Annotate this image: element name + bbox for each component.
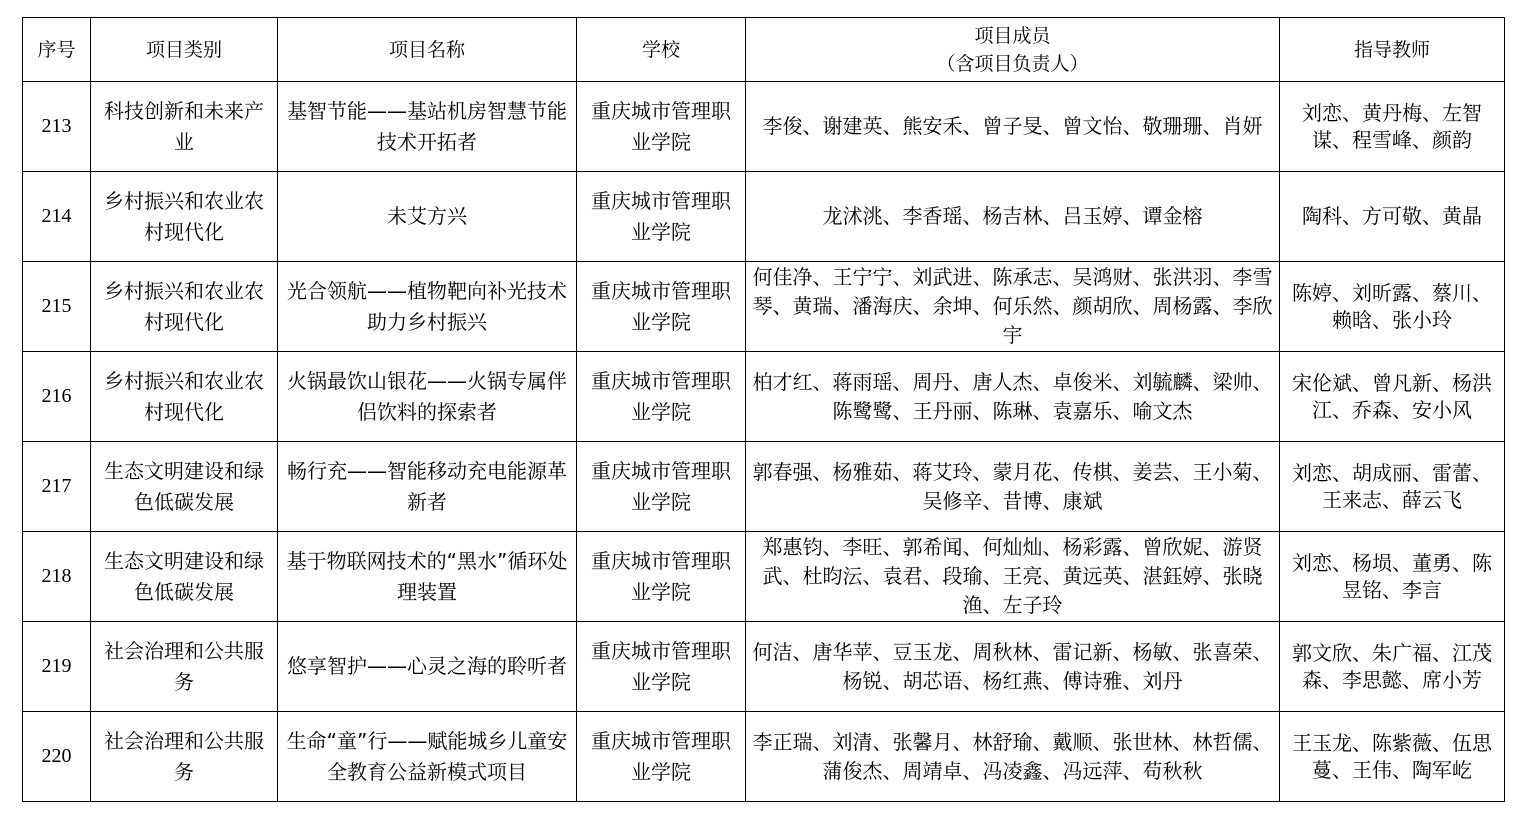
cell-category: 乡村振兴和农业农村现代化	[91, 352, 278, 442]
table-row	[23, 622, 1505, 712]
cell-project-name: 基智节能——基站机房智慧节能技术开拓者	[278, 82, 577, 172]
cell-advisors: 刘恋、胡成丽、雷蕾、王来志、薛云飞	[1280, 442, 1505, 532]
cell-project-name: 光合领航——植物靶向补光技术助力乡村振兴	[278, 262, 577, 352]
table-row	[23, 172, 1505, 262]
table-row	[23, 442, 1505, 532]
cell-school: 重庆城市管理职业学院	[577, 352, 746, 442]
cell-index: 217	[23, 442, 91, 532]
cell-category: 生态文明建设和绿色低碳发展	[91, 442, 278, 532]
cell-advisors: 宋伦斌、曾凡新、杨洪江、乔森、安小风	[1280, 352, 1505, 442]
cell-project-name: 生命“童”行——赋能城乡儿童安全教育公益新模式项目	[278, 712, 577, 802]
cell-project-name: 未艾方兴	[278, 172, 577, 262]
cell-index: 218	[23, 532, 91, 622]
header-index: 序号	[23, 18, 91, 82]
header-category: 项目类别	[91, 18, 278, 82]
cell-school: 重庆城市管理职业学院	[577, 442, 746, 532]
cell-category: 生态文明建设和绿色低碳发展	[91, 532, 278, 622]
table-row	[23, 82, 1505, 172]
cell-members: 李俊、谢建英、熊安禾、曾子旻、曾文怡、敬珊珊、肖妍	[746, 82, 1280, 172]
cell-category: 科技创新和未来产业	[91, 82, 278, 172]
cell-category: 乡村振兴和农业农村现代化	[91, 262, 278, 352]
project-roster-table	[22, 17, 1505, 802]
cell-project-name: 畅行充——智能移动充电能源革新者	[278, 442, 577, 532]
cell-index: 216	[23, 352, 91, 442]
cell-advisors: 陈婷、刘昕露、蔡川、赖晗、张小玲	[1280, 262, 1505, 352]
cell-index: 213	[23, 82, 91, 172]
cell-index: 220	[23, 712, 91, 802]
cell-advisors: 王玉龙、陈紫薇、伍思蔓、王伟、陶军屹	[1280, 712, 1505, 802]
cell-members: 何洁、唐华苹、豆玉龙、周秋林、雷记新、杨敏、张喜荣、杨锐、胡芯语、杨红燕、傅诗雅、刘丹	[746, 622, 1280, 712]
cell-school: 重庆城市管理职业学院	[577, 172, 746, 262]
cell-project-name: 火锅最饮山银花——火锅专属伴侣饮料的探索者	[278, 352, 577, 442]
header-members-line2: （含项目负责人）	[936, 52, 1089, 75]
cell-category: 乡村振兴和农业农村现代化	[91, 172, 278, 262]
cell-project-name: 悠享智护——心灵之海的聆听者	[278, 622, 577, 712]
cell-members: 郭春强、杨雅茹、蒋艾玲、蒙月花、传棋、姜芸、王小菊、吴修辛、昔博、康斌	[746, 442, 1280, 532]
cell-index: 214	[23, 172, 91, 262]
cell-advisors: 陶科、方可敬、黄晶	[1280, 172, 1505, 262]
header-school: 学校	[577, 18, 746, 82]
cell-members: 李正瑞、刘清、张馨月、林舒瑜、戴顺、张世林、林哲儒、蒲俊杰、周靖卓、冯凌鑫、冯远萍、苟秋秋	[746, 712, 1280, 802]
cell-advisors: 刘恋、黄丹梅、左智谋、程雪峰、颜韵	[1280, 82, 1505, 172]
header-name: 项目名称	[278, 18, 577, 82]
cell-members: 郑惠钧、李旺、郭希闻、何灿灿、杨彩露、曾欣妮、游贤武、杜昀沄、袁君、段瑜、王亮、黄远英、湛鈺婷、张晓渔、左子玲	[746, 532, 1280, 622]
table-row	[23, 352, 1505, 442]
cell-project-name: 基于物联网技术的“黑水”循环处理装置	[278, 532, 577, 622]
table-row	[23, 532, 1505, 622]
cell-advisors: 郭文欣、朱广福、江茂森、李思懿、席小芳	[1280, 622, 1505, 712]
header-members-line1: 项目成员	[974, 24, 1051, 47]
cell-school: 重庆城市管理职业学院	[577, 622, 746, 712]
cell-school: 重庆城市管理职业学院	[577, 262, 746, 352]
cell-school: 重庆城市管理职业学院	[577, 82, 746, 172]
cell-members: 何佳净、王宁宁、刘武进、陈承志、吴鸿财、张洪羽、李雪琴、黄瑞、潘海庆、余坤、何乐然、颜胡欣、周杨露、李欣宇	[746, 262, 1280, 352]
header-members	[746, 18, 1280, 82]
header-row	[23, 18, 1505, 82]
cell-index: 215	[23, 262, 91, 352]
table-row	[23, 712, 1505, 802]
header-advisors: 指导教师	[1280, 18, 1505, 82]
cell-school: 重庆城市管理职业学院	[577, 712, 746, 802]
cell-members: 龙沭洮、李香瑶、杨吉林、吕玉婷、谭金榕	[746, 172, 1280, 262]
table-row	[23, 262, 1505, 352]
cell-category: 社会治理和公共服务	[91, 622, 278, 712]
cell-category: 社会治理和公共服务	[91, 712, 278, 802]
cell-index: 219	[23, 622, 91, 712]
cell-advisors: 刘恋、杨埙、董勇、陈昱铭、李言	[1280, 532, 1505, 622]
cell-members: 柏才红、蒋雨瑶、周丹、唐人杰、卓俊米、刘毓麟、梁帅、陈鹭鹭、王丹丽、陈琳、袁嘉乐、喻文杰	[746, 352, 1280, 442]
cell-school: 重庆城市管理职业学院	[577, 532, 746, 622]
